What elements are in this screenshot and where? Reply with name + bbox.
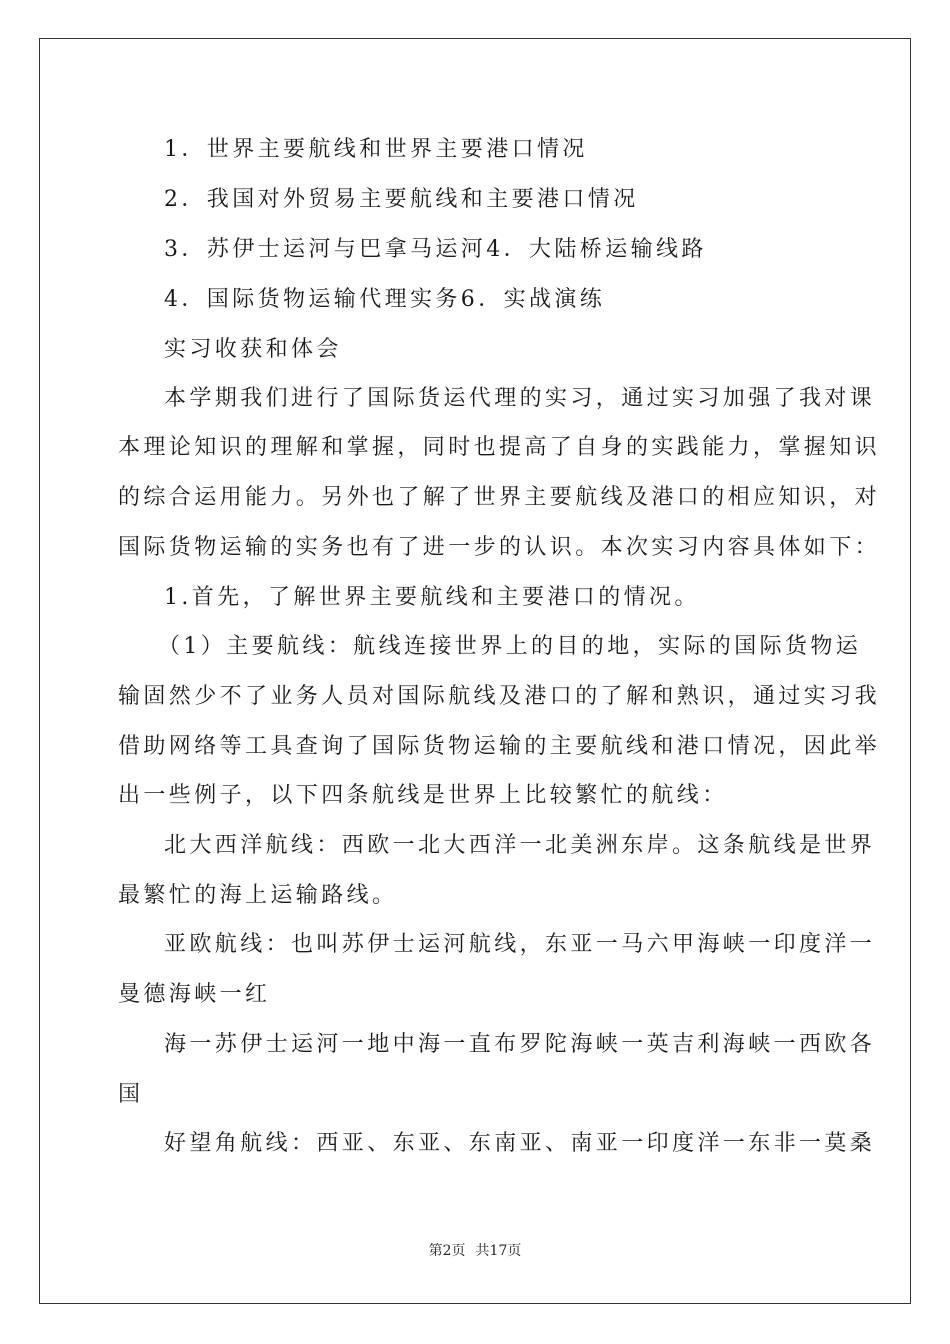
paragraph-line: 亚欧航线：也叫苏伊士运河航线，东亚一马六甲海峡一印度洋一	[164, 932, 876, 957]
page-footer	[0, 1242, 950, 1260]
list-item: 3．苏伊士运河与巴拿马运河4．大陆桥运输线路	[164, 237, 707, 262]
paragraph-line: 本学期我们进行了国际货运代理的实习，通过实习加强了我对课	[164, 386, 876, 411]
page-border	[39, 38, 911, 1304]
list-item: 2．我国对外贸易主要航线和主要港口情况	[164, 187, 639, 212]
list-item: 4．国际货物运输代理实务6．实战演练	[164, 287, 606, 312]
paragraph-line: 国际货物运输的实务也有了进一步的认识。本次实习内容具体如下：	[118, 535, 881, 560]
paragraph-line: 曼德海峡一红	[118, 982, 271, 1007]
paragraph-line: （1）主要航线：航线连接世界上的目的地，实际的国际货物运	[158, 634, 862, 659]
paragraph-line: 北大西洋航线：西欧一北大西洋一北美洲东岸。这条航线是世界	[164, 833, 876, 858]
paragraph-line: 出一些例子，以下四条航线是世界上比较繁忙的航线：	[118, 783, 728, 808]
paragraph-line: 本理论知识的理解和掌握，同时也提高了自身的实践能力，掌握知识	[118, 435, 881, 460]
paragraph-line: 国	[118, 1082, 144, 1107]
list-item: 1．世界主要航线和世界主要港口情况	[164, 137, 588, 162]
paragraph-line: 1.首先，了解世界主要航线和主要港口的情况。	[164, 585, 700, 610]
paragraph-line: 海一苏伊士运河一地中海一直布罗陀海峡一英吉利海峡一西欧各	[164, 1032, 876, 1057]
page-number: 第2页	[428, 1243, 466, 1259]
paragraph-line: 输固然少不了业务人员对国际航线及港口的了解和熟识，通过实习我	[118, 684, 881, 709]
paragraph-line: 好望角航线：西亚、东亚、东南亚、南亚一印度洋一东非一莫桑	[164, 1131, 876, 1156]
paragraph-line: 的综合运用能力。另外也了解了世界主要航线及港口的相应知识，对	[118, 485, 881, 510]
section-heading: 实习收获和体会	[164, 337, 342, 362]
paragraph-line: 借助网络等工具查询了国际货物运输的主要航线和港口情况，因此举	[118, 734, 881, 759]
page-total: 共17页	[475, 1243, 522, 1259]
paragraph-line: 最繁忙的海上运输路线。	[118, 883, 398, 908]
